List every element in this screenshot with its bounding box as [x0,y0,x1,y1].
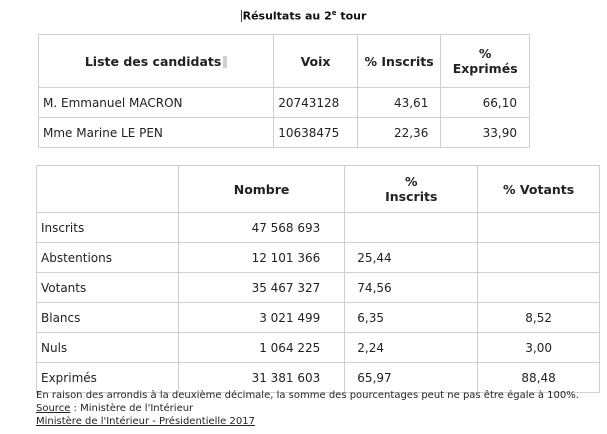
table-header-row [37,166,600,213]
stat-nombre: 12 101 366 [178,243,344,273]
candidate-exprimes: 66,10 [441,88,530,118]
selection-highlight [223,56,227,68]
header-nombre: Nombre [178,166,344,213]
source-link[interactable]: Source [36,403,71,414]
stat-label: Abstentions [37,243,179,273]
table-row [37,333,600,363]
candidate-name: Mme Marine LE PEN [39,118,274,148]
header-candidates: Liste des candidats [39,35,274,88]
header-votants: % Votants [478,166,600,213]
stat-votants: 88,48 [478,363,600,393]
candidate-name: M. Emmanuel MACRON [39,88,274,118]
stat-label: Blancs [37,303,179,333]
ministry-link-line [36,416,255,427]
title-text: Résultats au 2 [242,9,332,23]
stat-nombre: 35 467 327 [178,273,344,303]
stat-label: Inscrits [37,213,179,243]
table-row [37,213,600,243]
header-inscrits: % Inscrits [345,166,478,213]
candidate-voix: 10638475 [274,118,358,148]
stat-inscrits: 74,56 [345,273,478,303]
table-row [37,273,600,303]
candidate-inscrits: 22,36 [357,118,440,148]
stat-nombre: 31 381 603 [178,363,344,393]
header-empty [37,166,179,213]
table-row [39,118,530,148]
stat-votants [478,273,600,303]
table-row [39,88,530,118]
stat-votants [478,213,600,243]
candidates-table [38,34,530,148]
header-inscrits: % Inscrits [357,35,440,88]
candidate-voix: 20743128 [274,88,358,118]
source-text: : Ministère de l'Intérieur [70,403,194,414]
table-row [37,363,600,393]
stat-inscrits: 6,35 [345,303,478,333]
stat-label: Votants [37,273,179,303]
table-row [37,243,600,273]
candidate-exprimes: 33,90 [441,118,530,148]
page-title [0,9,607,23]
table-row [37,303,600,333]
stats-table [36,165,600,393]
stat-votants [478,243,600,273]
header-voix: Voix [274,35,358,88]
rounding-note: En raison des arrondis à la deuxième décimale, la somme des pourcentages peut ne pas être égale à 100%. [36,390,579,401]
text-cursor [241,10,242,22]
stat-nombre: 3 021 499 [178,303,344,333]
candidate-inscrits: 43,61 [357,88,440,118]
header-exprimes: % Exprimés [441,35,530,88]
table-header-row [39,35,530,88]
stat-inscrits: 2,24 [345,333,478,363]
ministry-link[interactable]: Ministère de l'Intérieur - Présidentielle 2017 [36,416,255,427]
stat-nombre: 47 568 693 [178,213,344,243]
source-line [36,403,193,414]
stat-inscrits [345,213,478,243]
title-superscript: e [331,9,337,17]
stat-votants: 3,00 [478,333,600,363]
stat-nombre: 1 064 225 [178,333,344,363]
stat-label: Exprimés [37,363,179,393]
stat-inscrits: 65,97 [345,363,478,393]
title-rest: tour [336,9,367,23]
stat-inscrits: 25,44 [345,243,478,273]
stat-votants: 8,52 [478,303,600,333]
stat-label: Nuls [37,333,179,363]
